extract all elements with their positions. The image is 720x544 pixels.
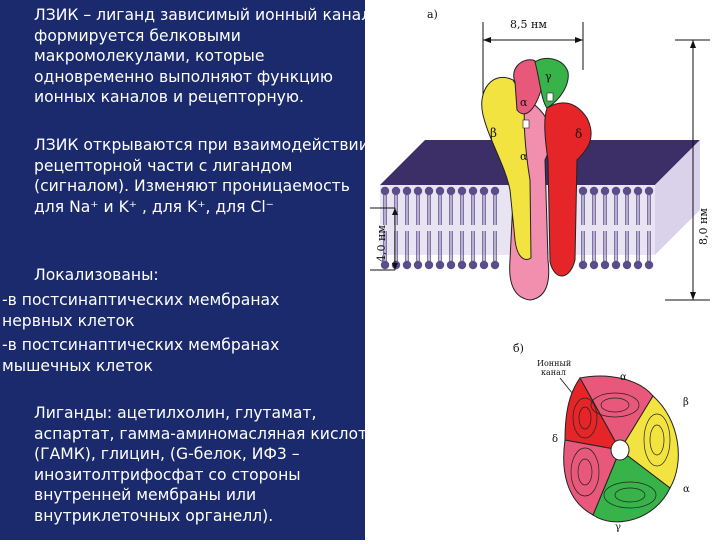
localization-item-2: -в постсинаптических мембранах мышечных клеток	[2, 336, 280, 375]
ligands-paragraph: Лиганды: ацетилхолин, глутамат, аспартат, гамма-аминомасляная кислота (ГАМК), глицин, (G-белок, ИФ3 – инозитолтрифосфат со стороны внутренней мембраны или внутриклеточных органелл).	[34, 404, 377, 525]
svg-text:α: α	[520, 96, 528, 109]
svg-text:δ: δ	[575, 127, 583, 141]
label-a: а)	[427, 8, 438, 21]
svg-text:β: β	[490, 126, 497, 140]
ion-channel-label: Ионный канал	[537, 359, 572, 377]
label-b: б)	[513, 342, 524, 355]
svg-text:4,0 нм: 4,0 нм	[375, 225, 388, 262]
ion-channel-diagram	[365, 0, 720, 540]
svg-text:α: α	[683, 484, 690, 495]
svg-text:α: α	[620, 372, 627, 383]
svg-text:γ: γ	[615, 522, 621, 533]
localization-item-1: -в постсинаптических мембранах нервных клеток	[2, 291, 280, 330]
svg-text:β: β	[683, 397, 689, 408]
channel-cross-section	[552, 372, 690, 533]
definition-paragraph: ЛЗИК – лиганд зависимый ионный канал – формируется белковыми макромолекулами, которые одновременно выполняют функцию ионных каналов и рецепторную.	[34, 6, 384, 106]
svg-text:δ: δ	[552, 434, 559, 445]
localization-heading: Локализованы:	[34, 266, 159, 284]
opening-paragraph: ЛЗИК открываются при взаимодействии рецепторной части с лигандом (сигналом). Изменяют проницаемость для Na⁺ и K⁺ , для K⁺, для Cl⁻	[34, 136, 369, 216]
svg-text:α: α	[520, 150, 528, 163]
svg-text:8,0 нм: 8,0 нм	[697, 208, 710, 245]
svg-text:8,5 нм: 8,5 нм	[510, 18, 547, 31]
svg-text:γ: γ	[545, 70, 552, 83]
